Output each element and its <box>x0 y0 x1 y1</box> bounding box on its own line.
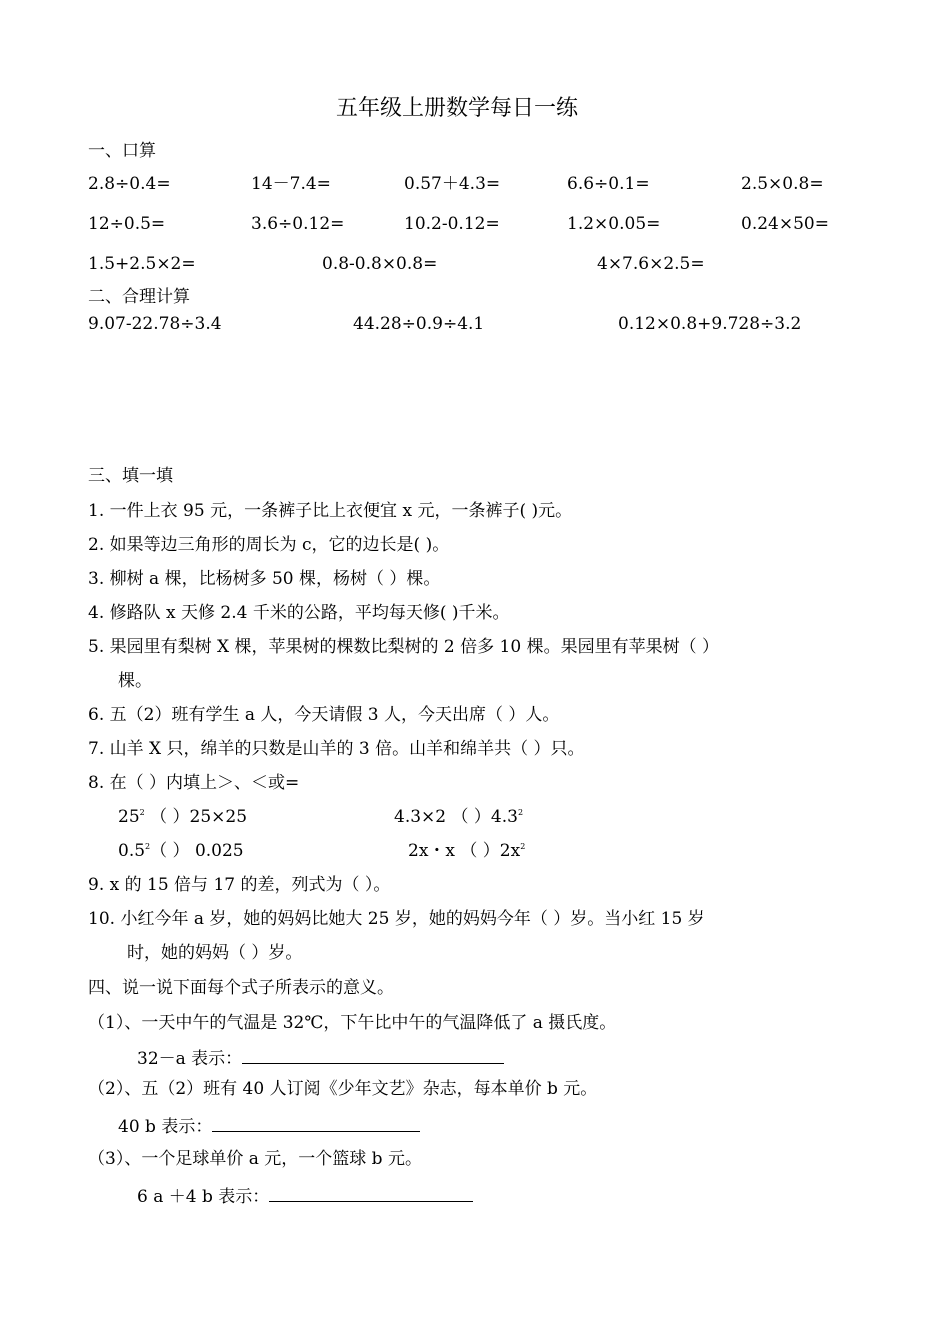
fill-question-continuation: 棵。 <box>118 671 152 691</box>
superscript: 2 <box>520 842 526 851</box>
fill-question: 9. x 的 15 倍与 17 的差，列式为（ ）。 <box>88 875 391 895</box>
meaning-prompt: （1）、一天中午的气温是 32℃，下午比中午的气温降低了 a 摄氏度。 <box>88 1013 617 1033</box>
compare-base: 0.5 <box>118 841 146 861</box>
meaning-prompt: （2）、五（2）班有 40 人订阅《少年文艺》杂志，每本单价 b 元。 <box>88 1079 598 1099</box>
section2-heading: 二、合理计算 <box>88 287 190 307</box>
mental-calc-item: 1.2×0.05= <box>567 214 661 234</box>
superscript: 2 <box>145 842 151 851</box>
fill-question: 8. 在（ ）内填上＞、＜或= <box>88 773 300 793</box>
compare-base: 4.3×2 （ ）4.3 <box>394 807 518 827</box>
fill-question: 7. 山羊 X 只，绵羊的只数是山羊的 3 倍。山羊和绵羊共（ ）只。 <box>88 739 585 759</box>
compare-item <box>118 809 247 826</box>
compare-rest: （ ） 0.025 <box>150 841 244 861</box>
page-title: 五年级上册数学每日一练 <box>336 96 579 121</box>
mental-calc-item: 12÷0.5= <box>88 214 166 234</box>
fill-question: 5. 果园里有梨树 X 棵，苹果树的棵数比梨树的 2 倍多 10 棵。果园里有苹果树（ ） <box>88 637 719 657</box>
mental-calc-item: 10.2-0.12= <box>404 214 500 234</box>
fill-question: 2. 如果等边三角形的周长为 c，它的边长是( )。 <box>88 535 450 555</box>
mental-calc-item: 3.6÷0.12= <box>251 214 345 234</box>
mental-calc-item: 2.8÷0.4= <box>88 174 171 194</box>
mental-calc-item: 4×7.6×2.5= <box>597 254 705 274</box>
answer-blank[interactable] <box>269 1185 473 1202</box>
fill-question: 6. 五（2）班有学生 a 人，今天请假 3 人，今天出席（ ）人。 <box>88 705 560 725</box>
mental-calc-item: 6.6÷0.1= <box>567 174 650 194</box>
meaning-answer-line <box>137 1185 473 1206</box>
reasoned-calc-item: 44.28÷0.9÷4.1 <box>353 314 485 334</box>
meaning-expression: 40 b 表示： <box>118 1117 213 1137</box>
compare-item <box>118 843 244 860</box>
superscript: 2 <box>139 808 145 817</box>
answer-blank[interactable] <box>242 1047 504 1064</box>
mental-calc-item: 0.8-0.8×0.8= <box>322 254 438 274</box>
compare-base: 2x・x （ ）2x <box>408 841 521 861</box>
compare-item <box>408 843 525 860</box>
meaning-prompt: （3）、一个足球单价 a 元，一个篮球 b 元。 <box>88 1149 422 1169</box>
compare-item <box>394 809 523 826</box>
mental-calc-item: 14－7.4= <box>251 174 331 194</box>
mental-calc-item: 2.5×0.8= <box>741 174 824 194</box>
answer-blank[interactable] <box>212 1115 420 1132</box>
fill-question: 1. 一件上衣 95 元，一条裤子比上衣便宜 x 元，一条裤子( )元。 <box>88 501 573 521</box>
fill-question: 3. 柳树 a 棵，比杨树多 50 棵，杨树（ ）棵。 <box>88 569 441 589</box>
meaning-answer-line <box>137 1047 504 1068</box>
fill-question-continuation: 时，她的妈妈（ ）岁。 <box>127 943 303 963</box>
fill-question: 4. 修路队 x 天修 2.4 千米的公路，平均每天修( )千米。 <box>88 603 510 623</box>
meaning-expression: 32－a 表示： <box>137 1049 243 1069</box>
section4-heading: 四、说一说下面每个式子所表示的意义。 <box>88 978 394 998</box>
mental-calc-item: 0.57＋4.3= <box>404 174 501 194</box>
mental-calc-item: 1.5+2.5×2= <box>88 254 196 274</box>
compare-rest: （ ）25×25 <box>144 807 248 827</box>
section1-heading: 一、口算 <box>88 141 156 161</box>
section3-heading: 三、填一填 <box>88 466 173 486</box>
fill-question: 10. 小红今年 a 岁，她的妈妈比她大 25 岁，她的妈妈今年（ ）岁。当小红 15 岁 <box>88 909 705 929</box>
compare-base: 25 <box>118 807 140 827</box>
meaning-answer-line <box>118 1115 420 1136</box>
reasoned-calc-item: 0.12×0.8+9.728÷3.2 <box>618 314 802 334</box>
superscript: 2 <box>517 808 524 817</box>
reasoned-calc-item: 9.07-22.78÷3.4 <box>88 314 222 334</box>
meaning-expression: 6 a ＋4 b 表示： <box>137 1187 270 1207</box>
mental-calc-item: 0.24×50= <box>741 214 829 234</box>
